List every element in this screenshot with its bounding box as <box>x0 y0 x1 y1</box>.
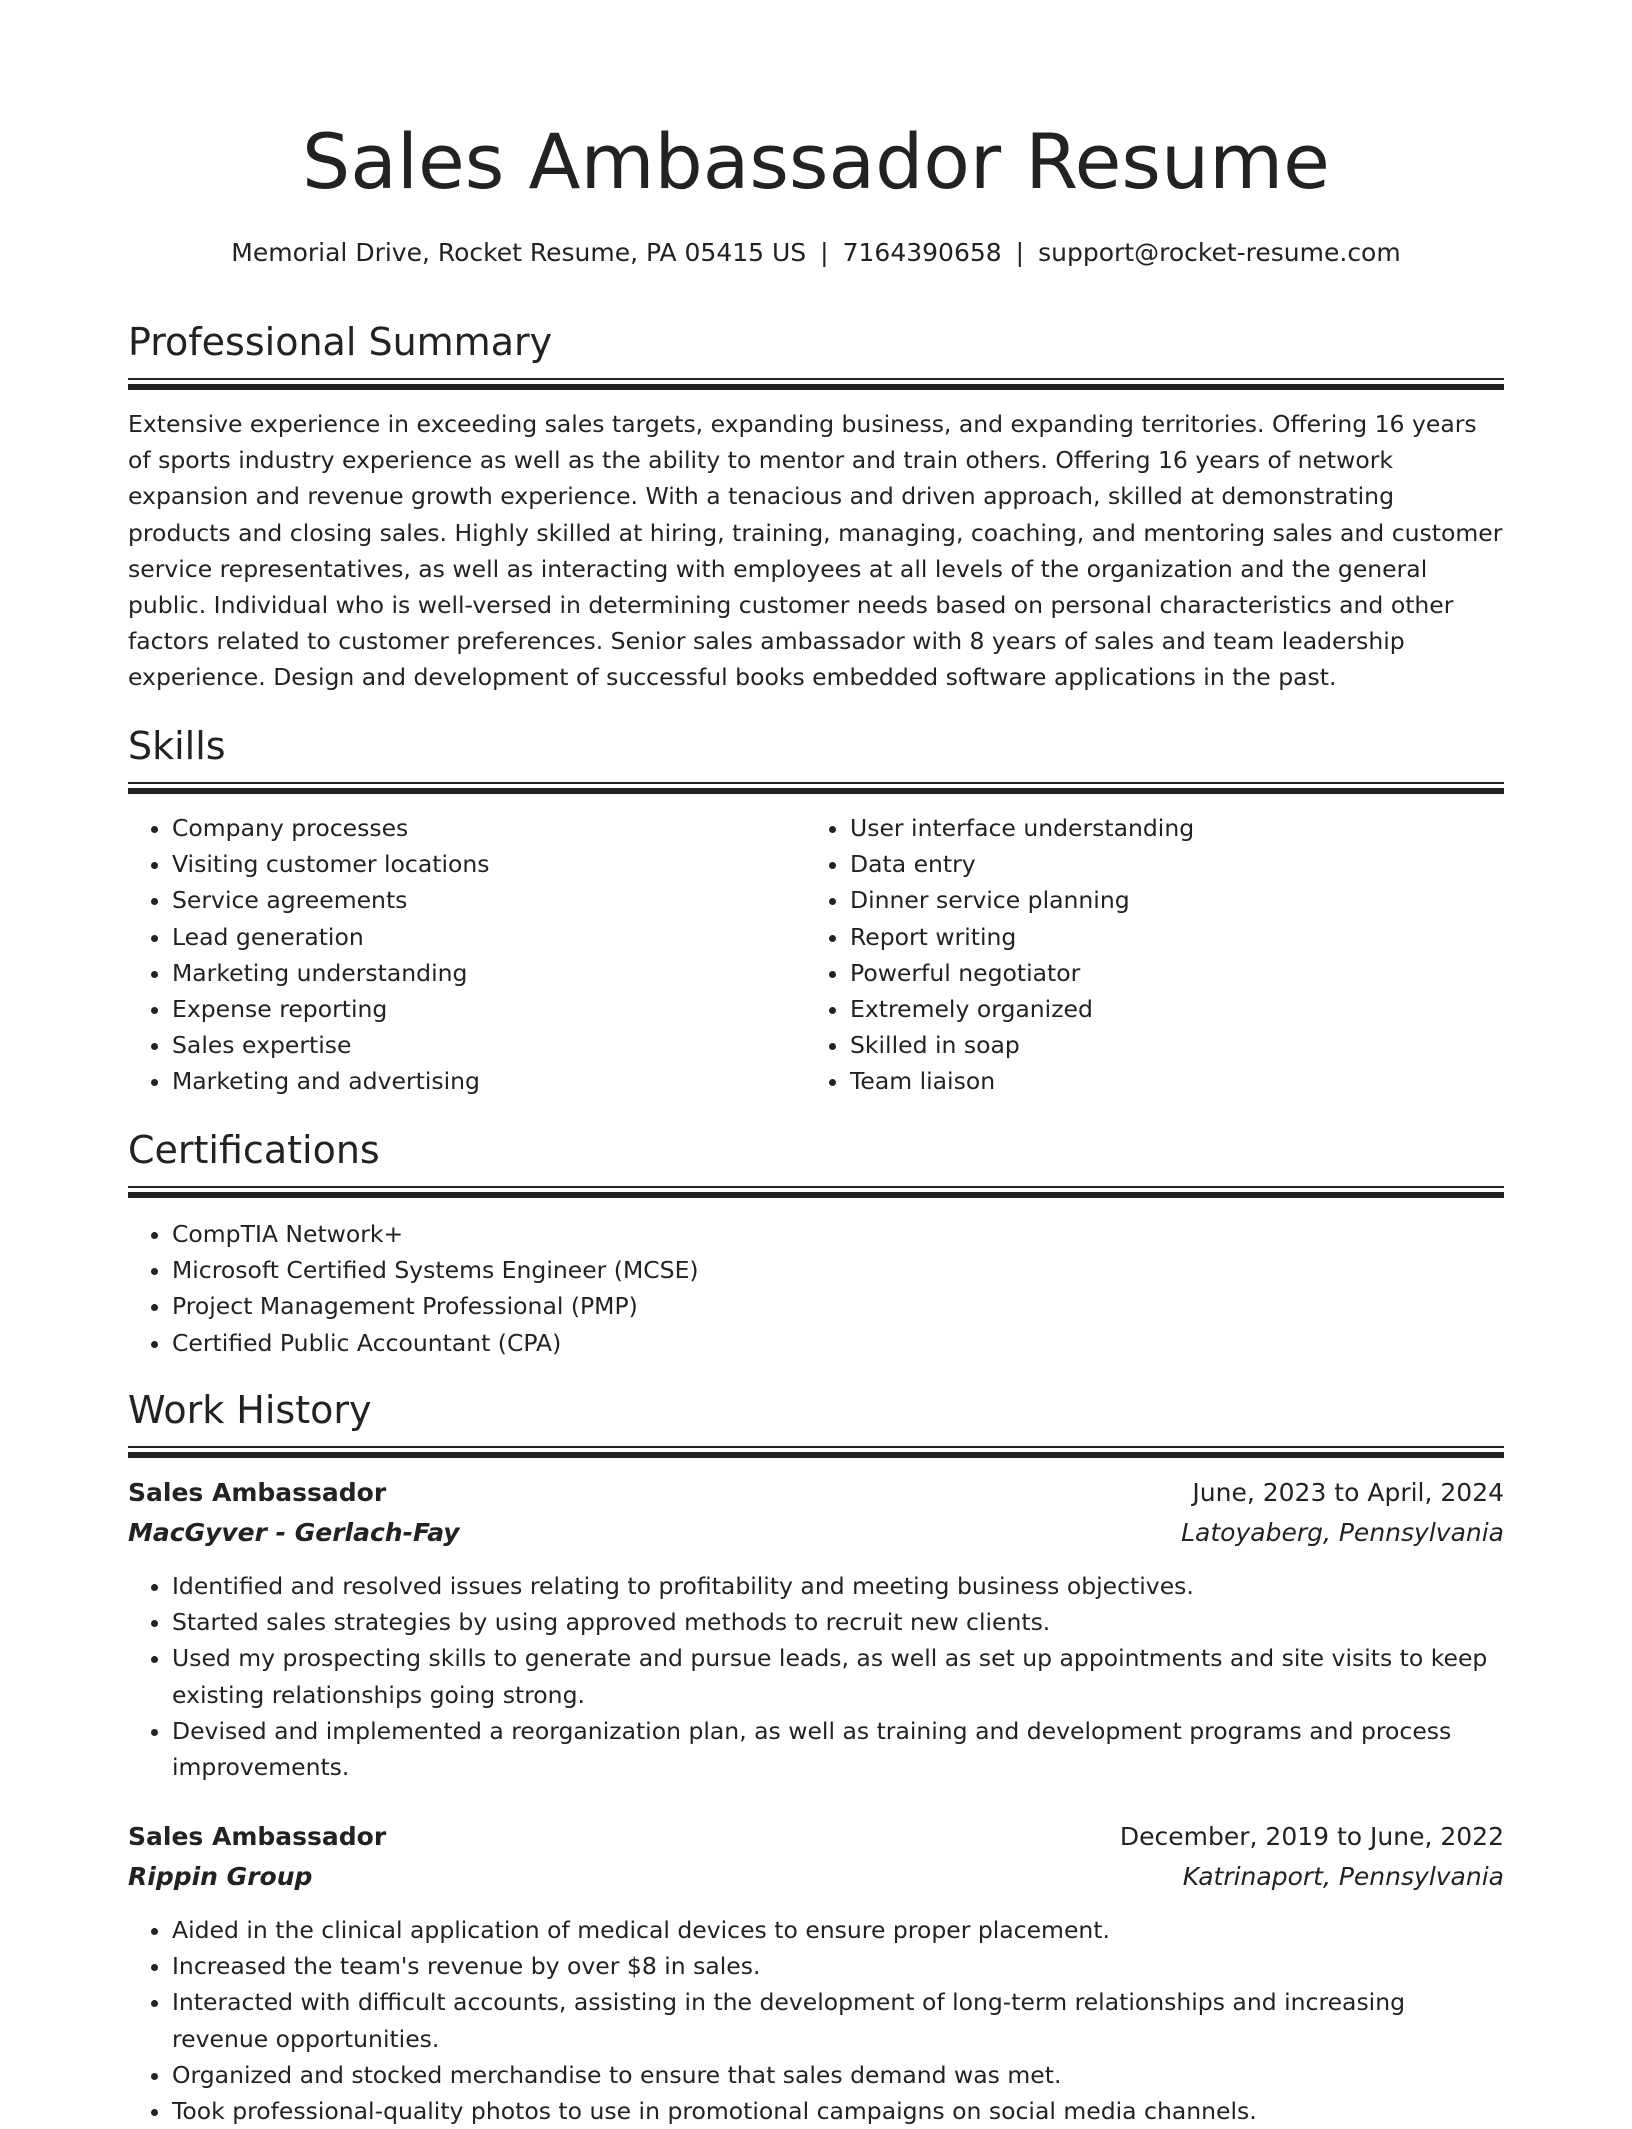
list-item: • User interface understanding <box>850 810 1504 846</box>
list-item: • CompTIA Network+ <box>172 1216 1504 1252</box>
skills-column-left <box>128 810 788 1100</box>
list-item: • Dinner service planning <box>850 882 1504 918</box>
section-divider <box>128 1446 1504 1458</box>
section-divider <box>128 378 1504 390</box>
list-item: • Visiting customer locations <box>172 846 788 882</box>
list-item: • Certified Public Accountant (CPA) <box>172 1325 1504 1361</box>
list-item: • Lead generation <box>172 919 788 955</box>
skills-list-left <box>128 810 788 1100</box>
list-item: • Aided in the clinical application of medical devices to ensure proper placement. <box>172 1912 1504 1948</box>
job-dates: June, 2023 to April, 2024 <box>1192 1478 1504 1507</box>
list-item: • Identified and resolved issues relating to profitability and meeting business objectives. <box>172 1568 1504 1604</box>
list-item: • Expense reporting <box>172 991 788 1027</box>
list-item: • Extremely organized <box>850 991 1504 1027</box>
job-bullets <box>128 1912 1504 2129</box>
job-entry <box>128 1822 1504 2129</box>
skills-list-right <box>806 810 1504 1100</box>
list-item: • Skilled in soap <box>850 1027 1504 1063</box>
list-item: • Organized and stocked merchandise to ensure that sales demand was met. <box>172 2057 1504 2093</box>
list-item: • Microsoft Certified Systems Engineer (MCSE) <box>172 1252 1504 1288</box>
contact-separator: | <box>1015 238 1025 267</box>
job-title: Sales Ambassador <box>128 1478 387 1507</box>
certifications-list <box>128 1216 1504 1361</box>
contact-email: support@rocket-resume.com <box>1038 238 1401 267</box>
job-location: Katrinaport, Pennsylvania <box>1182 1862 1504 1891</box>
list-item: • Team liaison <box>850 1063 1504 1099</box>
job-dates: December, 2019 to June, 2022 <box>1119 1822 1504 1851</box>
list-item: • Devised and implemented a reorganization plan, as well as training and development programs and process improvements. <box>172 1713 1504 1785</box>
certifications-block <box>128 1216 1504 1361</box>
list-item: • Increased the team's revenue by over $8 in sales. <box>172 1948 1504 1984</box>
list-item: • Report writing <box>850 919 1504 955</box>
job-location: Latoyaberg, Pennsylvania <box>1181 1518 1504 1547</box>
job-company-row <box>128 1518 1504 1558</box>
list-item: • Marketing and advertising <box>172 1063 788 1099</box>
list-item: • Started sales strategies by using approved methods to recruit new clients. <box>172 1604 1504 1640</box>
list-item: • Marketing understanding <box>172 955 788 991</box>
contact-line <box>128 238 1504 268</box>
section-divider <box>128 1186 1504 1198</box>
skills-column-right <box>806 810 1504 1100</box>
list-item: • Interacted with difficult accounts, assisting in the development of long-term relationships and increasing revenue opportunities. <box>172 1984 1504 2056</box>
job-title: Sales Ambassador <box>128 1822 387 1851</box>
list-item: • Company processes <box>172 810 788 846</box>
list-item: • Project Management Professional (PMP) <box>172 1288 1504 1324</box>
list-item: • Sales expertise <box>172 1027 788 1063</box>
section-heading-summary: Professional Summary <box>128 320 553 364</box>
list-item: • Used my prospecting skills to generate and pursue leads, as well as set up appointments and site visits to keep existing relationships going strong. <box>172 1640 1504 1712</box>
section-heading-certifications: Certifications <box>128 1128 380 1172</box>
job-bullets <box>128 1568 1504 1785</box>
contact-phone: 7164390658 <box>842 238 1002 267</box>
section-heading-skills: Skills <box>128 724 226 768</box>
job-entry <box>128 1478 1504 1785</box>
job-company: Rippin Group <box>128 1862 313 1891</box>
page-title: Sales Ambassador Resume <box>302 117 1330 206</box>
job-header-row <box>128 1478 1504 1518</box>
section-divider <box>128 782 1504 794</box>
job-company: MacGyver - Gerlach-Fay <box>128 1518 460 1547</box>
list-item: • Took professional-quality photos to use in promotional campaigns on social media channels. <box>172 2093 1504 2129</box>
contact-address: Memorial Drive, Rocket Resume, PA 05415 US <box>231 238 807 267</box>
section-heading-work-history: Work History <box>128 1388 372 1432</box>
summary-text: Extensive experience in exceeding sales targets, expanding business, and expanding territories. Offering 16 years of sports industry experience as well as the ability to mentor and train others. Offering 16 years of network expansion and revenue growth experience. With a tenacious and driven approach, skilled at demonstrating products and closing sales. Highly skilled at hiring, training, managing, coaching, and mentoring sales and customer service representatives, as well as interacting with employees at all levels of the organization and the general public. Individual who is well-versed in determining customer needs based on personal characteristics and other factors related to customer preferences. Senior sales ambassador with 8 years of sales and team leadership experience. Design and development of successful books embedded software applications in the past. <box>128 410 1503 692</box>
list-item: • Powerful negotiator <box>850 955 1504 991</box>
contact-separator: | <box>820 238 829 267</box>
list-item: • Service agreements <box>172 882 788 918</box>
list-item: • Data entry <box>850 846 1504 882</box>
job-header-row <box>128 1822 1504 1862</box>
job-company-row <box>128 1862 1504 1902</box>
